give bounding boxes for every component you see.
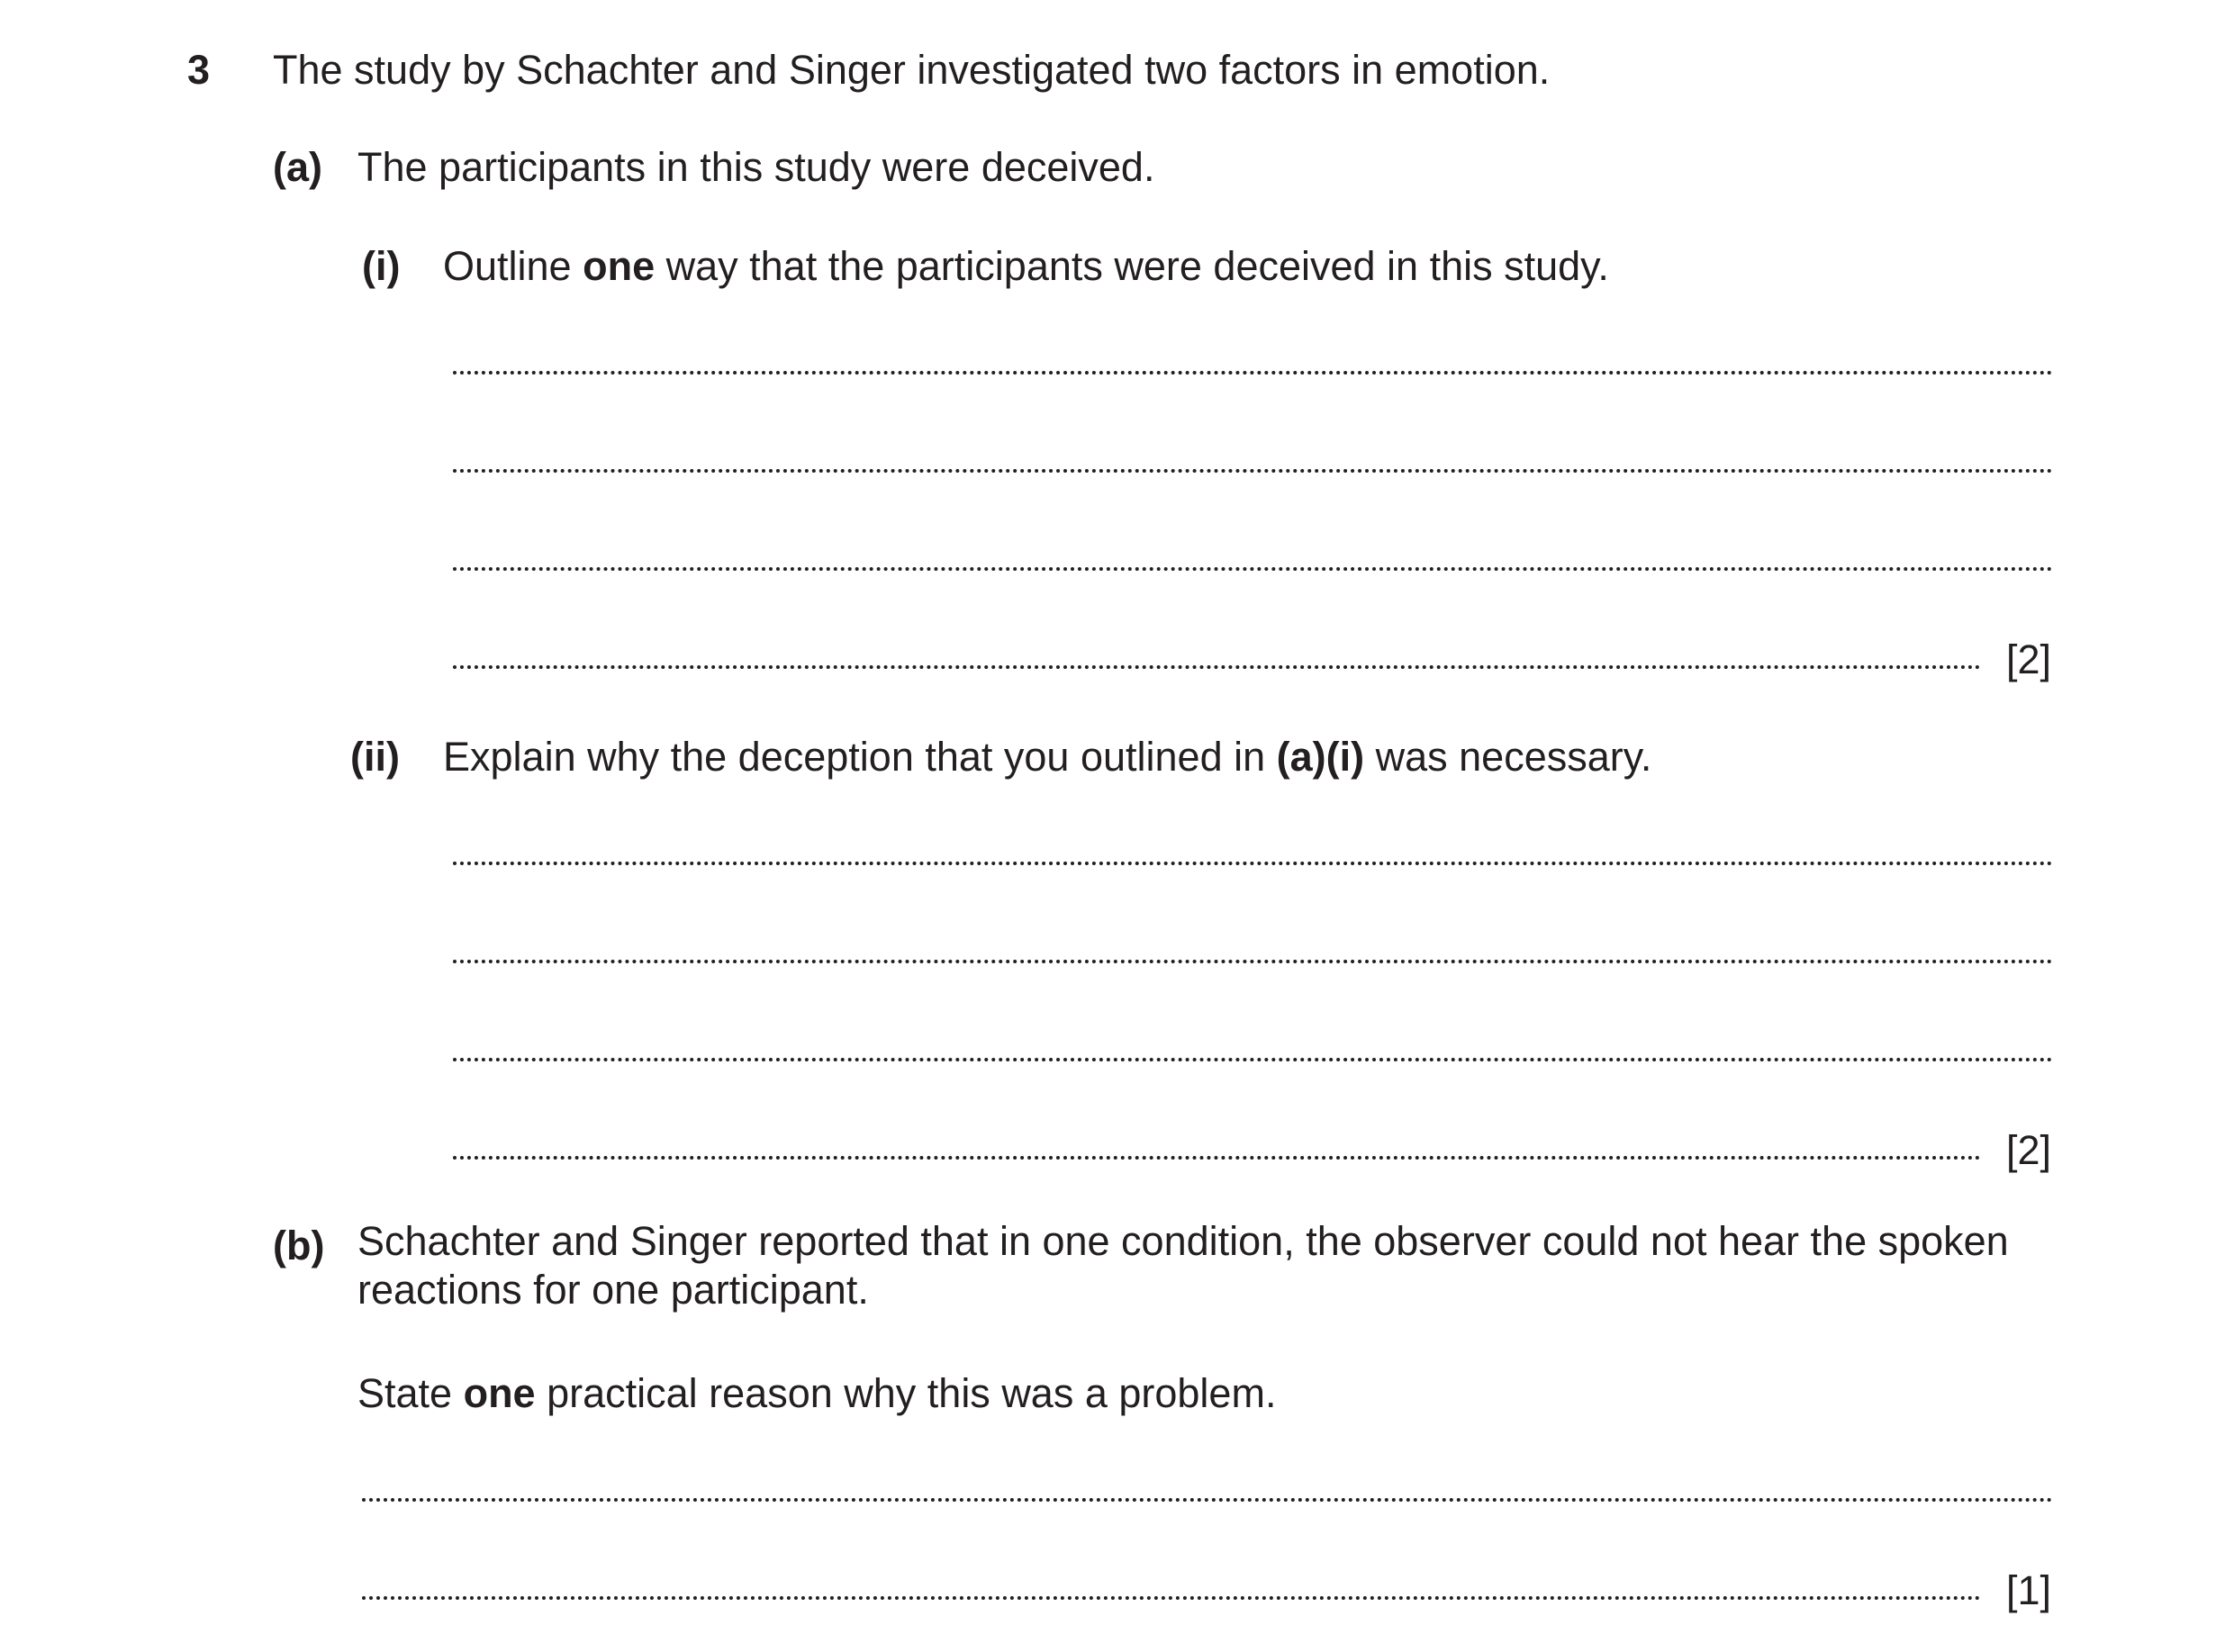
part-b-instruction bbox=[357, 1370, 1277, 1416]
part-a-i-text-bold: one bbox=[583, 243, 656, 289]
part-a-i-question bbox=[443, 243, 1609, 289]
part-b-instruction-bold: one bbox=[463, 1370, 536, 1416]
part-a-ii-label: (ii) bbox=[350, 734, 400, 780]
answer-line[interactable] bbox=[453, 567, 2053, 571]
answer-line[interactable] bbox=[362, 1596, 1981, 1600]
marks-badge: [1] bbox=[2006, 1567, 2052, 1613]
answer-line[interactable] bbox=[453, 862, 2053, 865]
part-a-i-text-before: Outline bbox=[443, 243, 583, 289]
question-number: 3 bbox=[187, 47, 211, 93]
part-b-instruction-before: State bbox=[357, 1370, 464, 1416]
marks-badge: [2] bbox=[2006, 1127, 2052, 1173]
part-b-text: Schachter and Singer reported that in one condition, the observer could not hear the spoken reactions for one participant. bbox=[357, 1218, 2009, 1313]
question-stem: The study by Schachter and Singer investigated two factors in emotion. bbox=[273, 47, 1551, 93]
answer-line[interactable] bbox=[453, 665, 1981, 669]
answer-line[interactable] bbox=[453, 1156, 1981, 1160]
part-a-ii-text-after: was necessary. bbox=[1364, 734, 1652, 780]
part-a-ii-question bbox=[443, 734, 1652, 780]
marks-badge: [2] bbox=[2006, 636, 2052, 682]
part-a-text: The participants in this study were deceived. bbox=[357, 144, 1155, 190]
part-a-label: (a) bbox=[273, 144, 322, 190]
part-a-i-text-after: way that the participants were deceived in this study. bbox=[655, 243, 1609, 289]
part-a-i-label: (i) bbox=[362, 243, 401, 289]
part-a-ii-text-before: Explain why the deception that you outlined in bbox=[443, 734, 1277, 780]
answer-line[interactable] bbox=[453, 469, 2053, 473]
answer-line[interactable] bbox=[453, 1058, 2053, 1061]
answer-line[interactable] bbox=[453, 371, 2053, 375]
part-b-instruction-after: practical reason why this was a problem. bbox=[535, 1370, 1277, 1416]
part-a-ii-text-bold: (a)(i) bbox=[1276, 734, 1365, 780]
part-b-label: (b) bbox=[273, 1223, 325, 1268]
answer-line[interactable] bbox=[362, 1498, 2053, 1502]
answer-line[interactable] bbox=[453, 960, 2053, 963]
